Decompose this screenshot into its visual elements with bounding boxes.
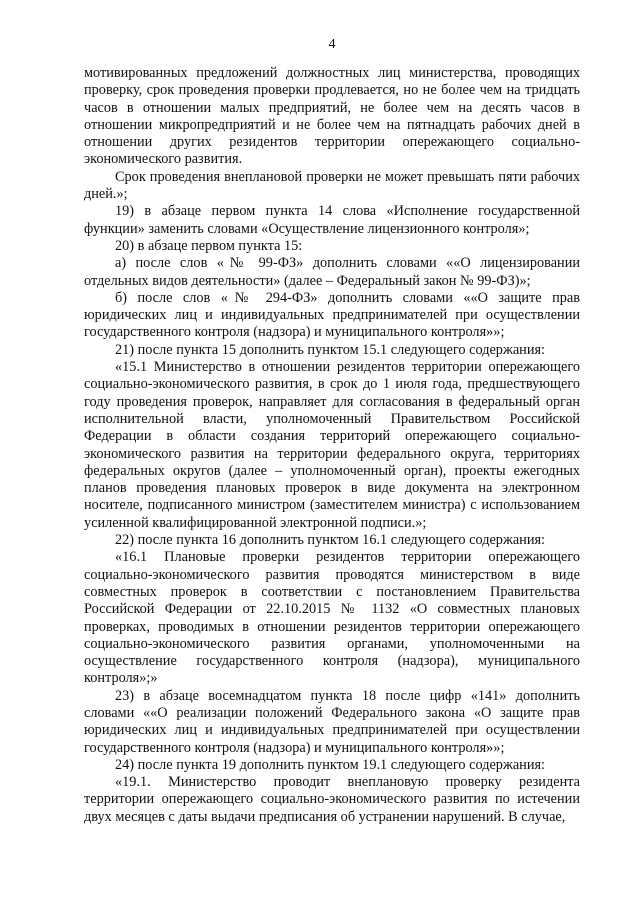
paragraph-continuation: мотивированных предложений должностных лиц министерства, проводящих проверку, срок проведения проверки продлевается, но не более чем на тридцать часов в отношении малых предприятий, не более чем на десять часов в отношении микропредприятий и не более чем на пятнадцать рабочих дней в отношении других резидентов территории опережающего социально-экономического развития.: [84, 65, 580, 168]
paragraph-item-20a: а) после слов «№ 99-ФЗ» дополнить словами ««О лицензировании отдельных видов деятельности» (далее – Федеральный закон № 99-ФЗ)»;: [84, 255, 580, 289]
paragraph-item-22: 22) после пункта 16 дополнить пунктом 16.1 следующего содержания:: [115, 532, 546, 549]
paragraph-item-23: 23) в абзаце восемнадцатом пункта 18 после цифр «141» дополнить словами ««О реализации положений Федерального закона «О защите прав юридических лиц и индивидуальных предпринимателей при осуществлении государственного контроля (надзора) и муниципального контроля»»;: [84, 687, 580, 756]
paragraph-clause-15-1: «15.1 Министерство в отношении резидентов территории опережающего социально-экономического развития, в срок до 1 июля года, предшествующего году проведения проверок, направляет для согласования в федеральный орган исполнительной власти, уполномоченный Правительством Российской Федерации в области создания территорий опережающего социально-экономического развития на территории федерального округа, территориях федеральных округов (далее – уполномоченный орган), проекты ежегодных планов проведения плановых проверок в виде документа на электронном носителе, подписанного министром (заместителем министра) с использованием усиленной квалифицированной электронной подписи.»;: [84, 359, 580, 531]
paragraph-item-20: 20) в абзаце первом пункта 15:: [115, 237, 303, 254]
paragraph-item-24: 24) после пункта 19 дополнить пунктом 19.1 следующего содержания:: [115, 756, 546, 773]
document-body: [84, 65, 580, 826]
paragraph-item-20b: б) после слов «№ 294-ФЗ» дополнить словами ««О защите прав юридических лиц и индивидуальных предпринимателей при осуществлении государственного контроля (надзора) и муниципального контроля»»;: [84, 289, 580, 341]
paragraph-unscheduled-inspection-term: Срок проведения внеплановой проверки не может превышать пяти рабочих дней.»;: [84, 168, 580, 203]
paragraph-clause-16-1: «16.1 Плановые проверки резидентов территории опережающего социально-экономического развития проводятся министерством в виде совместных проверок в соответствии с постановлением Правительства Российской Федерации от 22.10.2015 № 1132 «О совместных плановых проверках, проводимых в отношении резидентов территории опережающего социально-экономического развития органами, уполномоченными на осуществление государственного контроля (надзора), муниципального контроля»;»: [84, 549, 580, 687]
paragraph-item-19: 19) в абзаце первом пункта 14 слова «Исполнение государственной функции» заменить словами «Осуществление лицензионного контроля»;: [84, 203, 580, 237]
page-number: 4: [328, 37, 336, 52]
paragraph-clause-19-1: «19.1. Министерство проводит внеплановую проверку резидента территории опережающего социально-экономического развития по истечении двух месяцев с даты выдачи предписания об устранении нарушений. В случае,: [84, 774, 580, 825]
paragraph-item-21: 21) после пункта 15 дополнить пунктом 15.1 следующего содержания:: [115, 341, 546, 358]
